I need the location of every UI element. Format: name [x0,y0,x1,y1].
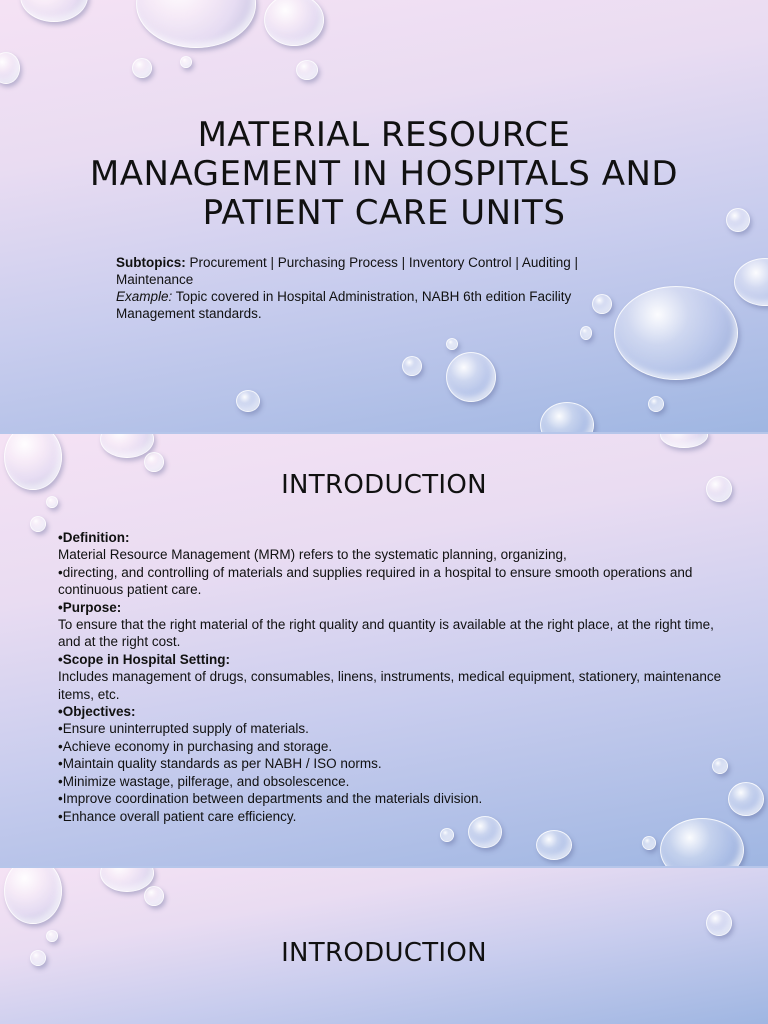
body-line: To ensure that the right material of the right quality and quantity is available at the right place, at the right time, and at the right cost. [58,617,714,650]
water-drop-decoration [660,818,744,866]
water-drop-decoration [726,208,750,232]
water-drop-decoration [4,868,62,924]
objective-item: •Ensure uninterrupted supply of materials. [58,721,309,737]
water-drop-decoration [30,516,46,532]
water-drop-decoration [236,390,260,412]
body-line: Material Resource Management (MRM) refers to the systematic planning, organizing, [58,547,567,563]
slide-title-heading: MATERIAL RESOURCE MANAGEMENT IN HOSPITALS AND PATIENT CARE UNITS [89,115,679,233]
water-drop-decoration [648,396,664,412]
water-drop-decoration [402,356,422,376]
section-heading: INTRODUCTION [281,470,487,500]
section-heading: INTRODUCTION [281,938,487,968]
water-drop-decoration [734,258,768,306]
water-drop-decoration [20,0,88,22]
water-drop-decoration [706,910,732,936]
water-drop-decoration [144,452,164,472]
objective-item: •Improve coordination between departments and the materials division. [58,791,483,807]
subtopics-label: Subtopics: [116,255,186,270]
body-line: Includes management of drugs, consumables, linens, instruments, medical equipment, stationery, maintenance items, etc. [58,669,722,702]
slide-introduction [0,434,768,866]
objectives-label: •Objectives: [58,704,136,720]
slide-introduction-continued [0,868,768,1024]
water-drop-decoration [728,782,764,816]
objective-item: •Maintain quality standards as per NABH / ISO norms. [58,756,382,772]
water-drop-decoration [0,52,20,84]
water-drop-decoration [296,60,318,80]
water-drop-decoration [642,836,656,850]
subtopics-text: Procurement | Purchasing Process | Inventory Control | Auditing | Maintenance [116,255,578,287]
water-drop-decoration [446,352,496,402]
body-line: •directing, and controlling of materials and supplies required in a hospital to ensure smooth operations and continuous patient care. [58,564,693,598]
water-drop-decoration [536,830,572,860]
water-drop-decoration [264,0,324,46]
water-drop-decoration [580,326,592,340]
definition-label: •Definition: [58,530,130,545]
objective-item: •Minimize wastage, pilferage, and obsolescence. [58,773,350,789]
introduction-body [58,529,728,825]
water-drop-decoration [132,58,152,78]
example-text: Topic covered in Hospital Administration, NABH 6th edition Facility Management standards. [116,289,572,321]
water-drop-decoration [660,434,708,448]
water-drop-decoration [180,56,192,68]
subtitle-block [116,254,636,322]
objective-item: •Achieve economy in purchasing and storage. [58,738,333,754]
example-label: Example: [116,289,173,304]
purpose-label: •Purpose: [58,599,122,615]
objective-item: •Enhance overall patient care efficiency. [58,808,297,824]
water-drop-decoration [446,338,458,350]
water-drop-decoration [440,828,454,842]
slide-title [0,0,768,432]
water-drop-decoration [540,402,594,432]
scope-label: •Scope in Hospital Setting: [58,651,230,667]
water-drop-decoration [136,0,256,48]
water-drop-decoration [144,886,164,906]
